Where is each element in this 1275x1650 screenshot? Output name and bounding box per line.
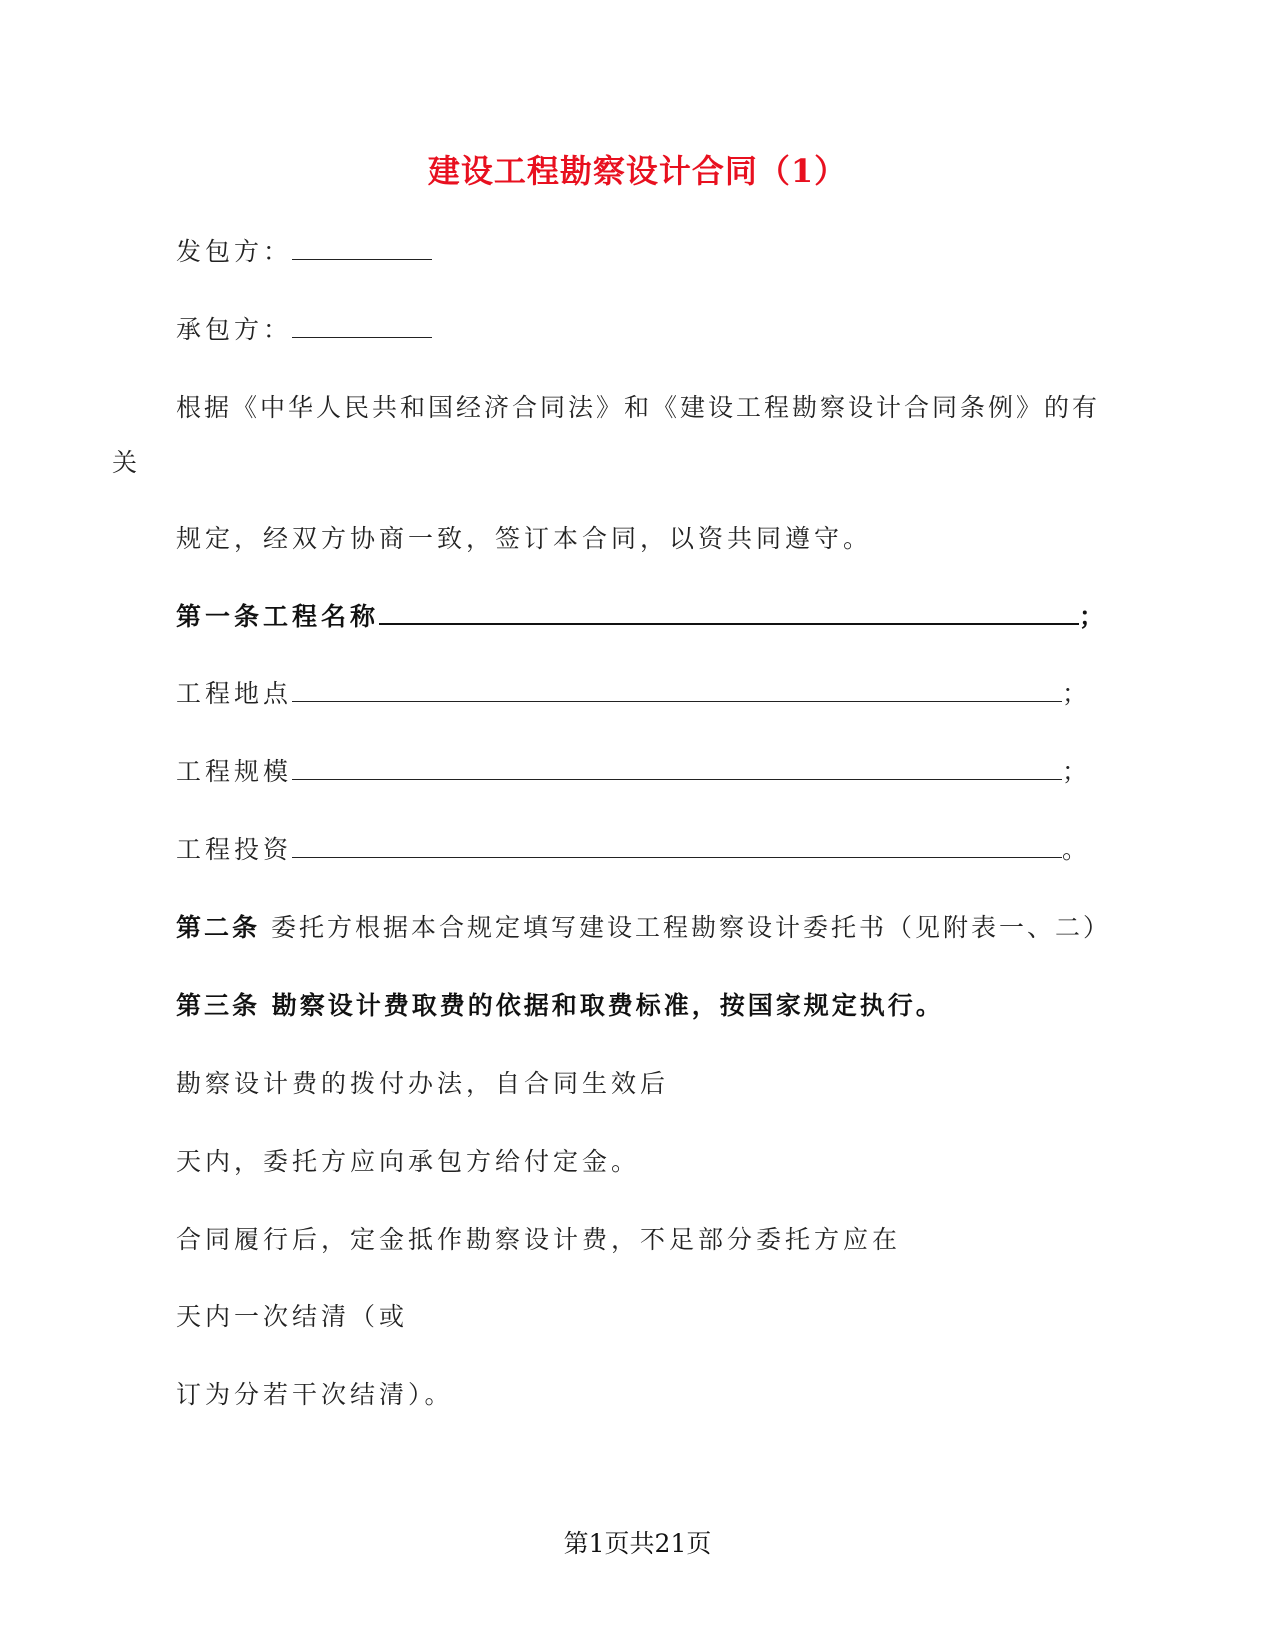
investment-label: 工程投资 <box>176 835 293 864</box>
scale-label: 工程规模 <box>176 757 293 786</box>
employer-blank <box>292 258 432 260</box>
location-blank <box>292 700 1062 702</box>
payment-line-4: 天内一次结清（或 <box>176 1302 409 1331</box>
employer-label: 发包方： <box>176 237 293 266</box>
payment-line-2: 天内，委托方应向承包方给付定金。 <box>176 1147 641 1176</box>
article-2-heading: 第二条 <box>176 913 261 942</box>
article-2-text: 委托方根据本合规定填写建设工程勘察设计委托书（见附表一、二） <box>260 913 1111 942</box>
contractor-line <box>176 310 432 346</box>
scale-line <box>176 752 1091 788</box>
preamble-line-2: 规定，经双方协商一致，签订本合同，以资共同遵守。 <box>176 524 873 553</box>
scale-end: ； <box>1062 757 1092 786</box>
payment-line-3: 合同履行后，定金抵作勘察设计费，不足部分委托方应在 <box>176 1225 902 1254</box>
location-line <box>176 674 1091 710</box>
preamble-line-1-wrap: 关 <box>112 448 142 477</box>
article-1-end: ； <box>1079 602 1109 631</box>
investment-blank <box>292 856 1062 858</box>
investment-end: 。 <box>1062 835 1092 864</box>
project-name-blank <box>379 622 1079 625</box>
location-label: 工程地点 <box>176 679 293 708</box>
preamble-line-1: 根据《中华人民共和国经济合同法》和《建设工程勘察设计合同条例》的有 <box>176 393 1101 422</box>
page-number-footer: 第1页共21页 <box>563 1529 712 1558</box>
scale-blank <box>292 778 1062 780</box>
article-3-text: 勘察设计费取费的依据和取费标准，按国家规定执行。 <box>260 991 944 1020</box>
investment-line <box>176 830 1091 866</box>
article-3-line <box>176 986 944 1022</box>
article-1-label: 第一条工程名称 <box>176 602 380 631</box>
location-end: ； <box>1062 679 1092 708</box>
contractor-blank <box>292 336 432 338</box>
article-3-heading: 第三条 <box>176 991 261 1020</box>
payment-line-1: 勘察设计费的拨付办法，自合同生效后 <box>176 1069 670 1098</box>
article-2-line <box>176 908 1111 944</box>
article-1-line <box>176 597 1108 633</box>
document-title: 建设工程勘察设计合同（1） <box>427 152 848 190</box>
employer-line <box>176 232 432 268</box>
contractor-label: 承包方： <box>176 315 293 344</box>
payment-line-5: 订为分若干次结清）。 <box>176 1380 454 1409</box>
